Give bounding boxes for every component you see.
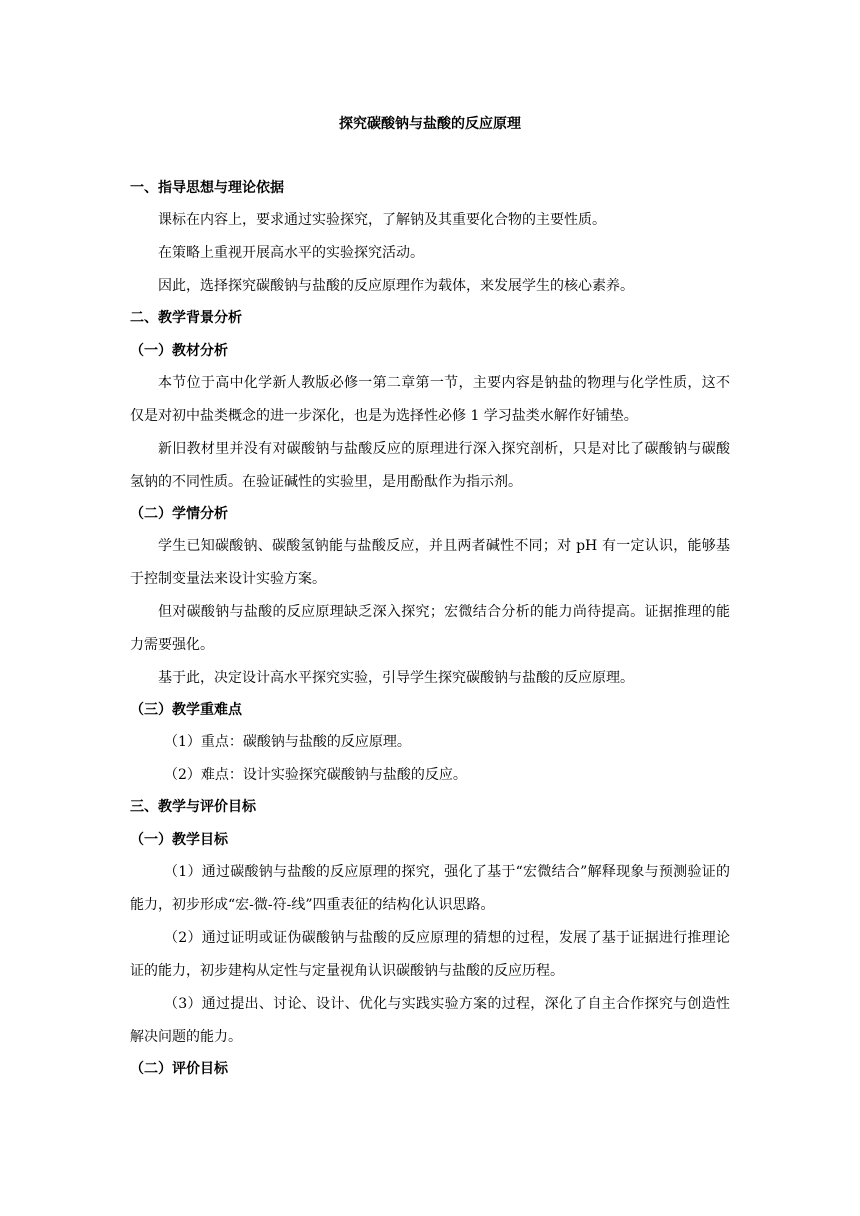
paragraph: 学生已知碳酸钠、碳酸氢钠能与盐酸反应，并且两者碱性不同；对 pH 有一定认识，能够基于控制变量法来设计实验方案。	[130, 538, 730, 587]
paragraph: 但对碳酸钠与盐酸的反应原理缺乏深入探究；宏微结合分析的能力尚待提高。证据推理的能力需要强化。	[130, 604, 730, 653]
paragraph: 本节位于高中化学新人教版必修一第二章第一节，主要内容是钠盐的物理与化学性质，这不仅是对初中盐类概念的进一步深化，也是为选择性必修 1 学习盐类水解作好铺垫。	[130, 375, 730, 424]
list-item: （2）难点：设计实验探究碳酸钠与盐酸的反应。	[164, 767, 467, 783]
section-heading-2: 二、教学背景分析	[130, 310, 242, 326]
subsection-heading: （一）教学目标	[130, 832, 228, 848]
subsection-heading: （三）教学重难点	[130, 702, 242, 718]
document-title: 探究碳酸钠与盐酸的反应原理	[339, 116, 521, 132]
paragraph: 因此，选择探究碳酸钠与盐酸的反应原理作为载体，来发展学生的核心素养。	[158, 278, 634, 294]
subsection-heading: （二）评价目标	[130, 1061, 228, 1077]
paragraph: 新旧教材里并没有对碳酸钠与盐酸反应的原理进行深入探究剖析，只是对比了碳酸钠与碳酸氢钠的不同性质。在验证碱性的实验里，是用酚酞作为指示剂。	[130, 441, 730, 490]
paragraph: 课标在内容上，要求通过实验探究，了解钠及其重要化合物的主要性质。	[158, 212, 606, 228]
list-item: （1）重点：碳酸钠与盐酸的反应原理。	[164, 734, 411, 750]
paragraph: 在策略上重视开展高水平的实验探究活动。	[158, 245, 424, 261]
document-body	[130, 179, 730, 1093]
paragraph: 基于此，决定设计高水平探究实验，引导学生探究碳酸钠与盐酸的反应原理。	[158, 670, 634, 686]
list-item: （2）通过证明或证伪碳酸钠与盐酸的反应原理的猜想的过程，发展了基于证据进行推理论证的能力，初步建构从定性与定量视角认识碳酸钠与盐酸的反应历程。	[130, 930, 730, 979]
list-item: （3）通过提出、讨论、设计、优化与实践实验方案的过程，深化了自主合作探究与创造性解决问题的能力。	[130, 996, 730, 1045]
subsection-heading: （一）教材分析	[130, 343, 228, 359]
subsection-heading: （二）学情分析	[130, 506, 228, 522]
section-heading-3: 三、教学与评价目标	[130, 799, 256, 815]
section-heading-1: 一、指导思想与理论依据	[130, 180, 284, 196]
list-item: （1）通过碳酸钠与盐酸的反应原理的探究，强化了基于“宏微结合”解释现象与预测验证的能力，初步形成“宏-微-符-线”四重表征的结构化认识思路。	[130, 864, 730, 913]
